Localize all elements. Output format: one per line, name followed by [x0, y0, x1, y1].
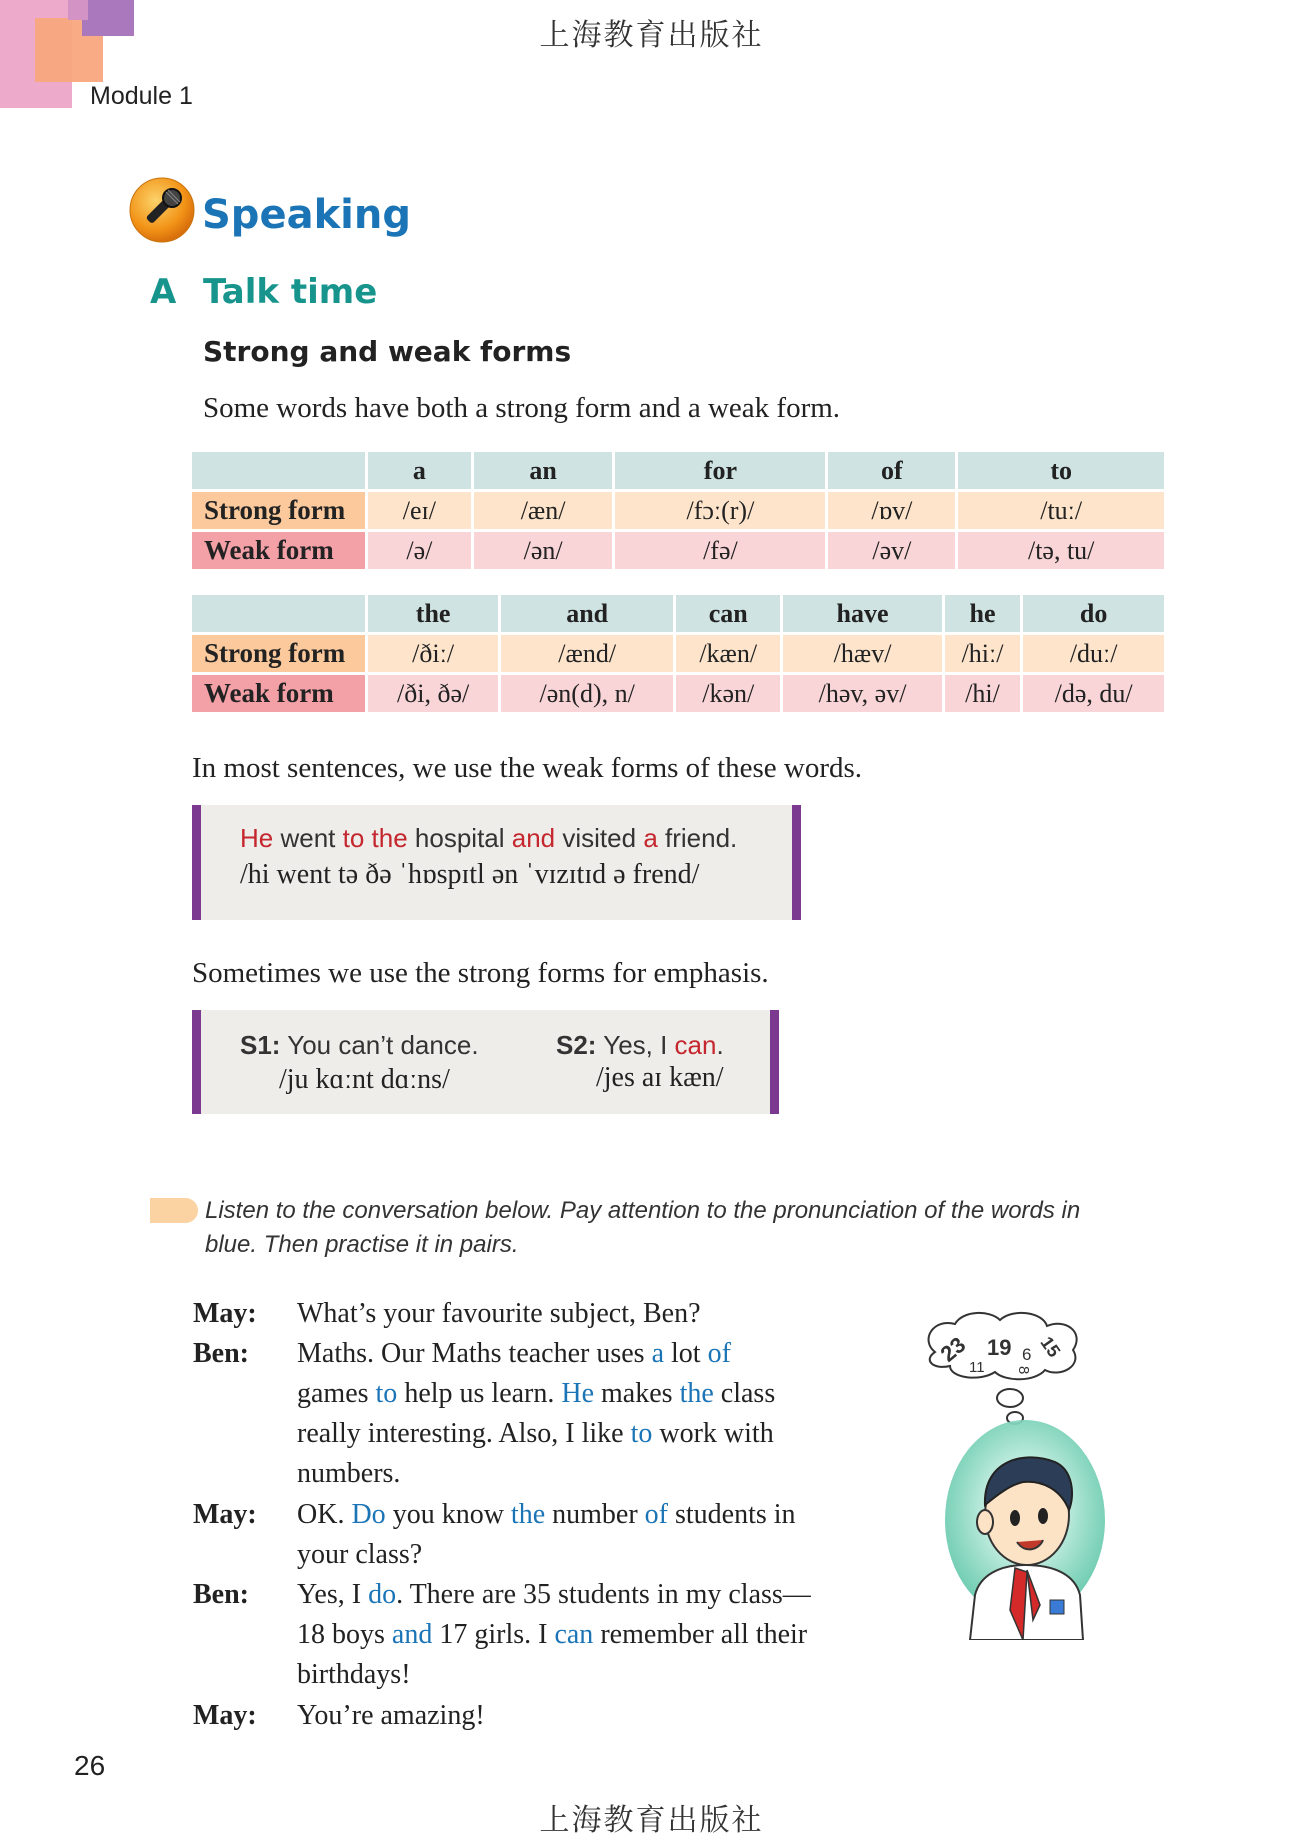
- weak-form-word: of: [707, 1338, 731, 1369]
- s1-ipa: /ju kɑːnt dɑːns/: [279, 1064, 450, 1095]
- weak-word: and: [511, 823, 556, 853]
- dialogue-line: [297, 1294, 701, 1334]
- weak-form-word: to: [630, 1418, 653, 1449]
- table-corner: [192, 452, 365, 489]
- speaker-label: May:: [193, 1298, 257, 1329]
- dialogue-text: Yes, I: [297, 1579, 369, 1610]
- table-cell: /duː/: [1023, 635, 1164, 672]
- speaker-label: May:: [193, 1700, 257, 1731]
- table-cell: /kæn/: [676, 635, 780, 672]
- table-cell: /hiː/: [945, 635, 1021, 672]
- example-box-strong: [192, 1010, 779, 1114]
- instruction-line-2: blue. Then practise it in pairs.: [205, 1231, 519, 1258]
- table-cell: /ə/: [368, 532, 471, 569]
- table-cell: /ən/: [474, 532, 613, 569]
- thought-number: 6: [1022, 1345, 1032, 1364]
- table-cell: /həv, əv/: [783, 675, 941, 712]
- table-cell: /hæv/: [783, 635, 941, 672]
- table-header-cell: do: [1023, 595, 1164, 632]
- subheading: Strong and weak forms: [203, 335, 572, 368]
- dialogue-text: really interesting. Also, I like: [297, 1418, 631, 1449]
- publisher-watermark-top: 上海教育出版社: [539, 18, 764, 53]
- weak-word: a: [643, 823, 658, 853]
- dialogue-line: [297, 1575, 811, 1615]
- page-number: 26: [74, 1750, 106, 1781]
- forms-table-2: [189, 592, 1167, 715]
- publisher-watermark-bottom: 上海教育出版社: [539, 1803, 764, 1838]
- speaker-label: Ben:: [193, 1338, 249, 1369]
- boy-thinking-illustration: [915, 1310, 1145, 1640]
- strong-form-label: Strong form: [192, 492, 365, 529]
- intro-text: Some words have both a strong form and a weak form.: [203, 392, 841, 424]
- microphone-icon: [128, 176, 196, 244]
- weak-word: He: [240, 823, 274, 853]
- table-cell: /eɪ/: [368, 492, 471, 529]
- weak-form-label: Weak form: [192, 532, 365, 569]
- dialogue-line: [297, 1615, 807, 1655]
- table-corner: [192, 595, 365, 632]
- instruction-marker: [150, 1198, 198, 1223]
- table-cell: /ɒv/: [828, 492, 955, 529]
- dialogue-text: lot: [664, 1338, 708, 1369]
- s2-label: S2:: [556, 1030, 597, 1060]
- dialogue-text: What’s your favourite subject, Ben?: [297, 1298, 701, 1329]
- example-sentence: He went to the hospital and visited a friend.: [240, 823, 738, 853]
- forms-table-1: [189, 449, 1167, 572]
- dialogue-line: [297, 1334, 731, 1374]
- weak-form-word: He: [561, 1378, 595, 1409]
- dialogue-text: birthdays!: [297, 1659, 411, 1690]
- thought-number: 11: [969, 1359, 985, 1376]
- dialogue-text: number: [545, 1499, 645, 1530]
- table-cell: /əv/: [828, 532, 955, 569]
- table-cell: /fə/: [615, 532, 825, 569]
- section-title: Speaking: [202, 192, 411, 238]
- speaker-label: May:: [193, 1499, 257, 1530]
- module-label: Module 1: [90, 82, 193, 110]
- note-weak-forms: In most sentences, we use the weak forms of these words.: [192, 752, 863, 784]
- table-header-cell: a: [368, 452, 471, 489]
- dialogue-text: class: [713, 1378, 776, 1409]
- dialogue-line: [297, 1374, 775, 1414]
- note-strong-forms: Sometimes we use the strong forms for emphasis.: [192, 957, 769, 989]
- dialogue-text: You’re amazing!: [297, 1700, 485, 1731]
- weak-form-word: the: [510, 1499, 546, 1530]
- dialogue-text: . There are 35 students in my class—: [396, 1579, 811, 1610]
- weak-form-word: and: [391, 1619, 433, 1650]
- table-header-cell: to: [958, 452, 1164, 489]
- table-cell: /tə, tu/: [958, 532, 1164, 569]
- s2-ipa: /jes aɪ kæn/: [596, 1062, 724, 1093]
- table-header-cell: and: [501, 595, 673, 632]
- weak-word: to the: [342, 823, 408, 853]
- table-header-cell: an: [474, 452, 613, 489]
- table-cell: /ən(d), n/: [501, 675, 673, 712]
- table-cell: /tuː/: [958, 492, 1164, 529]
- table-header-cell: the: [368, 595, 498, 632]
- table-cell: /ænd/: [501, 635, 673, 672]
- dialogue-text: you know: [385, 1499, 511, 1530]
- speaker-label: Ben:: [193, 1579, 249, 1610]
- dialogue-text: numbers.: [297, 1458, 401, 1489]
- dialogue-line: [297, 1655, 411, 1695]
- example-box-weak: [192, 805, 801, 920]
- dialogue-line: [297, 1454, 400, 1494]
- dialogue-text: your class?: [297, 1539, 423, 1570]
- weak-form-word: can: [554, 1619, 594, 1650]
- dialogue-text: OK.: [297, 1499, 352, 1530]
- table-cell: /kən/: [676, 675, 780, 712]
- s1-label: S1:: [240, 1030, 281, 1060]
- thought-number: 15: [1036, 1332, 1065, 1361]
- table-header-cell: for: [615, 452, 825, 489]
- dialogue-line: [297, 1414, 774, 1454]
- dialogue-text: help us learn.: [397, 1378, 562, 1409]
- dialogue-line: [297, 1535, 422, 1575]
- table-cell: /ðiː/: [368, 635, 498, 672]
- s2-line: S2: Yes, I can.: [556, 1030, 724, 1060]
- weak-form-word: to: [375, 1378, 398, 1409]
- part-title: Talk time: [203, 272, 378, 312]
- dialogue-text: work with: [652, 1418, 774, 1449]
- dialogue-text: makes: [594, 1378, 680, 1409]
- table-cell: /fɔː(r)/: [615, 492, 825, 529]
- part-letter: A: [150, 272, 177, 312]
- weak-form-word: a: [651, 1338, 665, 1369]
- dialogue-text: 17 girls. I: [432, 1619, 555, 1650]
- table-cell: /hi/: [945, 675, 1021, 712]
- table-cell: /də, du/: [1023, 675, 1164, 712]
- table-header-cell: he: [945, 595, 1021, 632]
- table-cell: /æn/: [474, 492, 613, 529]
- dialogue-text: 18 boys: [297, 1619, 392, 1650]
- example-ipa: /hi went tə ðə ˈhɒspɪtl ən ˈvɪzɪtɪd ə frend/: [240, 859, 700, 890]
- weak-form-word: Do: [351, 1499, 386, 1530]
- thought-number: 8: [1015, 1366, 1032, 1375]
- weak-form-word: the: [679, 1378, 714, 1409]
- instruction-line-1: Listen to the conversation below. Pay attention to the pronunciation of the words in: [205, 1197, 1081, 1224]
- thought-number: 19: [987, 1335, 1012, 1360]
- dialogue-line: [297, 1495, 796, 1535]
- strong-form-label: Strong form: [192, 635, 365, 672]
- dialogue-text: remember all their: [593, 1619, 808, 1650]
- dialogue-text: games: [297, 1378, 376, 1409]
- weak-form-word: do: [368, 1579, 397, 1610]
- table-cell: /ði, ðə/: [368, 675, 498, 712]
- dialogue-text: students in: [668, 1499, 796, 1530]
- dialogue-line: [297, 1696, 485, 1736]
- table-header-cell: have: [783, 595, 941, 632]
- weak-form-word: of: [644, 1499, 668, 1530]
- table-header-cell: of: [828, 452, 955, 489]
- s1-line: S1: You can’t dance.: [240, 1030, 479, 1060]
- table-header-cell: can: [676, 595, 780, 632]
- dialogue-text: Maths. Our Maths teacher uses: [297, 1338, 652, 1369]
- thought-number: 23: [935, 1331, 971, 1367]
- weak-form-label: Weak form: [192, 675, 365, 712]
